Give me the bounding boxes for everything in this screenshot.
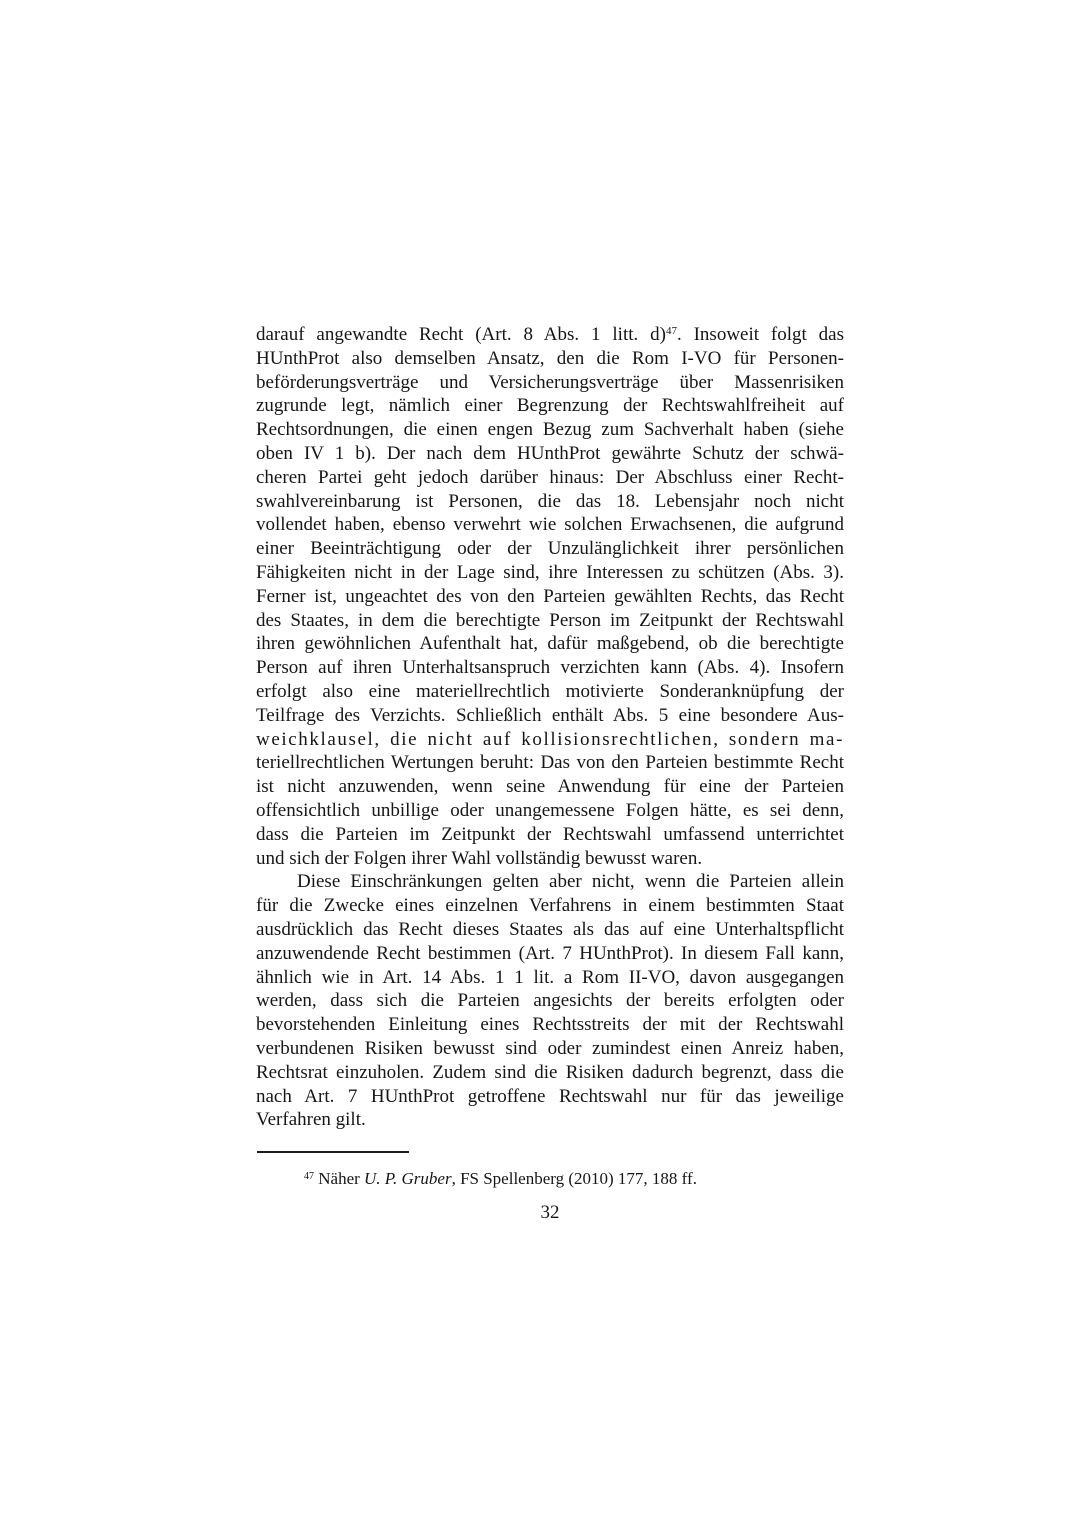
text-line: HUnthProt also demselben Ansatz, den die Rom I-VO für Personen-	[256, 347, 844, 369]
text-line: und sich der Folgen ihrer Wahl vollständig bewusst waren.	[256, 847, 703, 869]
footnote	[256, 1168, 844, 1189]
text-line: swahlvereinbarung ist Personen, die das 18. Lebensjahr noch nicht	[256, 490, 844, 512]
text-line: Ferner ist, ungeachtet des von den Parteien gewählten Rechts, das Recht	[256, 585, 844, 607]
text-line: vollendet haben, ebenso verwehrt wie solchen Erwachsenen, die aufgrund	[256, 514, 844, 536]
text-line: Rechtsordnungen, die einen engen Bezug zum Sachverhalt haben (siehe	[256, 419, 844, 441]
text-line: zugrunde legt, nämlich einer Begrenzung der Rechtswahlfreiheit auf	[256, 395, 844, 417]
text-segment: darauf angewandte Recht (Art. 8 Abs. 1 litt. d)	[256, 324, 666, 345]
text-line: ihren gewöhnlichen Aufenthalt hat, dafür maßgebend, ob die berechtigte	[256, 633, 844, 655]
text-line: einer Beeinträchtigung oder der Unzulänglichkeit ihrer persönlichen	[256, 538, 844, 560]
text-line: nach Art. 7 HUnthProt getroffene Rechtswahl nur für das jeweilige	[256, 1085, 844, 1107]
text-line: des Staates, in dem die berechtigte Person im Zeitpunkt der Rechtswahl	[256, 609, 844, 631]
text-line: dass die Parteien im Zeitpunkt der Rechtswahl umfassend unterrichtet	[256, 823, 844, 845]
paragraph-2	[256, 870, 844, 1132]
text-line: beförderungsverträge und Versicherungsverträge über Massenrisiken	[256, 371, 844, 393]
footnote-marker: 47	[304, 1171, 314, 1182]
text-segment: . Insoweit folgt das	[676, 324, 844, 345]
text-line: offensichtlich unbillige oder unangemessene Folgen hätte, es sei denn,	[256, 799, 844, 821]
text-line: ist nicht anzuwenden, wenn seine Anwendung für eine der Parteien	[256, 776, 844, 798]
footnote-text: , FS Spellenberg (2010) 177, 188 ff.	[451, 1169, 697, 1188]
text-line: cheren Partei geht jedoch darüber hinaus: Der Abschluss einer Recht-	[256, 466, 844, 488]
text-line: Diese Einschränkungen gelten aber nicht, wenn die Parteien allein	[297, 871, 844, 893]
text-line: ähnlich wie in Art. 14 Abs. 1 1 lit. a Rom II-VO, davon ausgegangen	[256, 966, 844, 988]
text-line: für die Zwecke eines einzelnen Verfahrens in einem bestimmten Staat	[256, 895, 844, 917]
text-line: Teilfrage des Verzichts. Schließlich enthält Abs. 5 eine besondere Aus-	[256, 704, 844, 726]
text-line: ausdrücklich das Recht dieses Staates als das auf eine Unterhaltspflicht	[256, 918, 844, 940]
footnote-ref: 47	[665, 325, 677, 337]
paragraph-1	[256, 323, 844, 870]
text-line: Person auf ihren Unterhaltsanspruch verzichten kann (Abs. 4). Insofern	[256, 657, 844, 679]
text-line: anzuwendende Recht bestimmen (Art. 7 HUnthProt). In diesem Fall kann,	[256, 942, 844, 964]
text-line: weichklausel, die nicht auf kollisionsrechtlichen, sondern ma-	[256, 728, 844, 750]
body-text	[256, 323, 844, 1132]
text-line: erfolgt also eine materiellrechtlich motivierte Sonderanknüpfung der	[256, 680, 844, 702]
text-line: Fähigkeiten nicht in der Lage sind, ihre Interessen zu schützen (Abs. 3).	[256, 561, 844, 583]
text-line: bevorstehenden Einleitung eines Rechtsstreits der mit der Rechtswahl	[256, 1014, 844, 1036]
text-line: werden, dass sich die Parteien angesichts der bereits erfolgten oder	[256, 990, 844, 1012]
text-line	[256, 323, 844, 347]
footnote-author: U. P. Gruber	[364, 1169, 452, 1188]
text-line: oben IV 1 b). Der nach dem HUnthProt gewährte Schutz der schwä-	[256, 442, 844, 464]
footnote-rule	[257, 1151, 409, 1153]
page-number: 32	[540, 1202, 560, 1223]
footnote-text: Näher	[314, 1169, 365, 1188]
text-line: Rechtsrat einzuholen. Zudem sind die Risiken dadurch begrenzt, dass die	[256, 1061, 844, 1083]
text-line: verbundenen Risiken bewusst sind oder zumindest einen Anreiz haben,	[256, 1037, 844, 1059]
text-line: teriellrechtlichen Wertungen beruht: Das von den Parteien bestimmte Recht	[256, 752, 844, 774]
text-line: Verfahren gilt.	[256, 1109, 366, 1131]
